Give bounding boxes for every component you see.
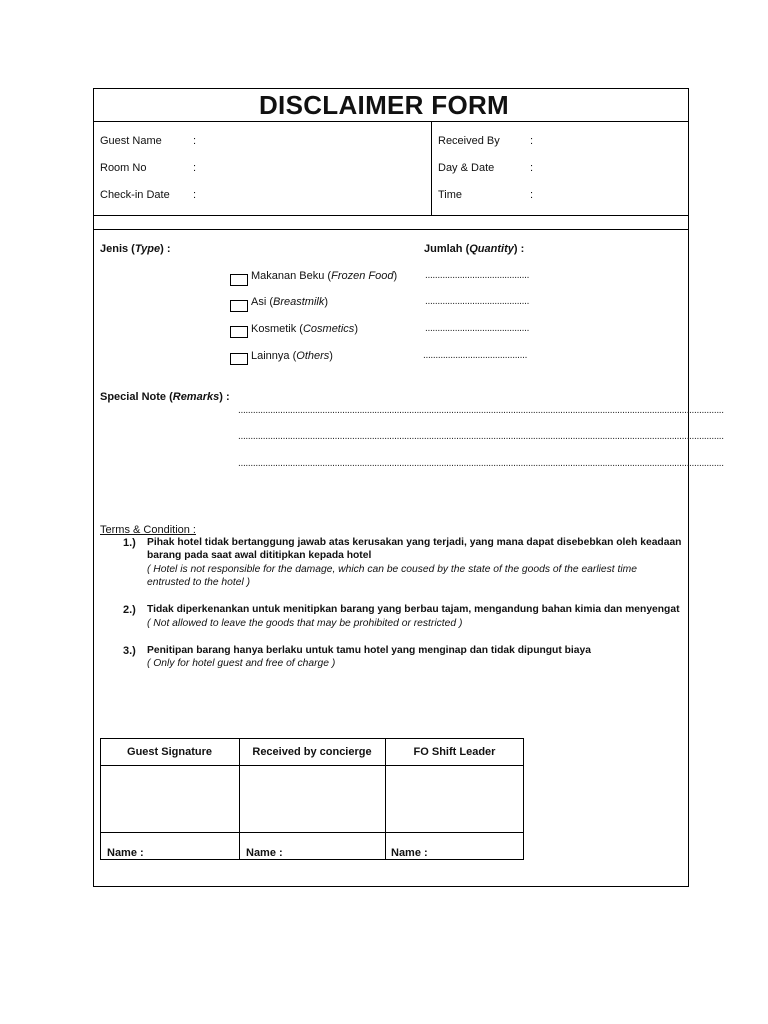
terms-heading: Terms & Condition :: [100, 524, 196, 536]
form-title: DISCLAIMER FORM: [258, 90, 510, 120]
room-no-label: Room No: [100, 162, 147, 174]
guest-signature-header: Guest Signature: [127, 746, 212, 758]
term-number: 1.): [123, 537, 136, 549]
concierge-header: Received by concierge: [252, 746, 372, 758]
concierge-signature-box[interactable]: [240, 766, 384, 831]
fo-shift-leader-signature-box[interactable]: [386, 766, 523, 831]
cosmetics-label: Kosmetik (Cosmetics): [251, 323, 358, 335]
remarks-line[interactable]: ....................................................................................................................................................................................................: [238, 458, 724, 469]
fo-shift-leader-header: FO Shift Leader: [413, 746, 496, 758]
term-translation: entrusted to the hotel ): [147, 577, 251, 588]
term-text: barang pada saat awal dititipkan kepada hotel: [147, 550, 372, 561]
time-colon: :: [530, 189, 534, 201]
breastmilk-quantity-line[interactable]: ..........................................: [425, 296, 530, 307]
term-text: Pihak hotel tidak bertanggung jawab atas kerusakan yang terjadi, yang mana dapat disebebkan oleh keadaan: [147, 537, 682, 548]
day-date-label: Day & Date: [438, 162, 495, 174]
remarks-line[interactable]: ....................................................................................................................................................................................................: [238, 405, 724, 416]
quantity-heading: Jumlah (Quantity) :: [424, 243, 525, 255]
received-by-label: Received By: [438, 135, 500, 147]
divider: [100, 832, 524, 833]
frozen-food-quantity-line[interactable]: ..........................................: [425, 270, 530, 281]
checkin-date-colon: :: [193, 189, 197, 201]
term-number: 2.): [123, 604, 136, 616]
cosmetics-quantity-line[interactable]: ..........................................: [425, 323, 530, 334]
breastmilk-checkbox[interactable]: [230, 300, 248, 312]
guest-signature-box[interactable]: [101, 766, 238, 831]
divider: [93, 215, 689, 216]
frozen-food-checkbox[interactable]: [230, 274, 248, 286]
remarks-line[interactable]: ....................................................................................................................................................................................................: [238, 431, 724, 442]
remarks-heading: Special Note (Remarks) :: [100, 391, 230, 403]
others-quantity-line[interactable]: ..........................................: [423, 350, 528, 361]
frozen-food-label: Makanan Beku (Frozen Food): [251, 270, 398, 282]
checkin-date-label: Check-in Date: [100, 189, 170, 201]
fo-shift-leader-name-label: Name :: [391, 847, 428, 859]
divider: [93, 229, 689, 230]
term-translation: ( Only for hotel guest and free of charge ): [147, 658, 336, 669]
breastmilk-label: Asi (Breastmilk): [251, 296, 329, 308]
concierge-name-label: Name :: [246, 847, 283, 859]
term-translation: ( Hotel is not responsible for the damage, which can be coused by the state of the goods of the earliest time: [147, 564, 637, 575]
received-by-colon: :: [530, 135, 534, 147]
others-checkbox[interactable]: [230, 353, 248, 365]
divider: [93, 121, 689, 122]
term-text: Penitipan barang hanya berlaku untuk tamu hotel yang menginap dan tidak dipungut biaya: [147, 645, 591, 656]
type-heading: Jenis (Type) :: [100, 243, 171, 255]
divider: [431, 121, 432, 215]
time-label: Time: [438, 189, 463, 201]
term-text: Tidak diperkenankan untuk menitipkan barang yang berbau tajam, mengandung bahan kimia dan menyengat: [147, 604, 680, 615]
term-translation: ( Not allowed to leave the goods that may be prohibited or restricted ): [147, 618, 463, 629]
cosmetics-checkbox[interactable]: [230, 326, 248, 338]
others-label: Lainnya (Others): [251, 350, 333, 362]
room-no-colon: :: [193, 162, 197, 174]
guest-name-colon: :: [193, 135, 197, 147]
guest-name-label: Name :: [107, 847, 144, 859]
day-date-colon: :: [530, 162, 534, 174]
term-number: 3.): [123, 645, 136, 657]
guest-name-label: Guest Name: [100, 135, 162, 147]
